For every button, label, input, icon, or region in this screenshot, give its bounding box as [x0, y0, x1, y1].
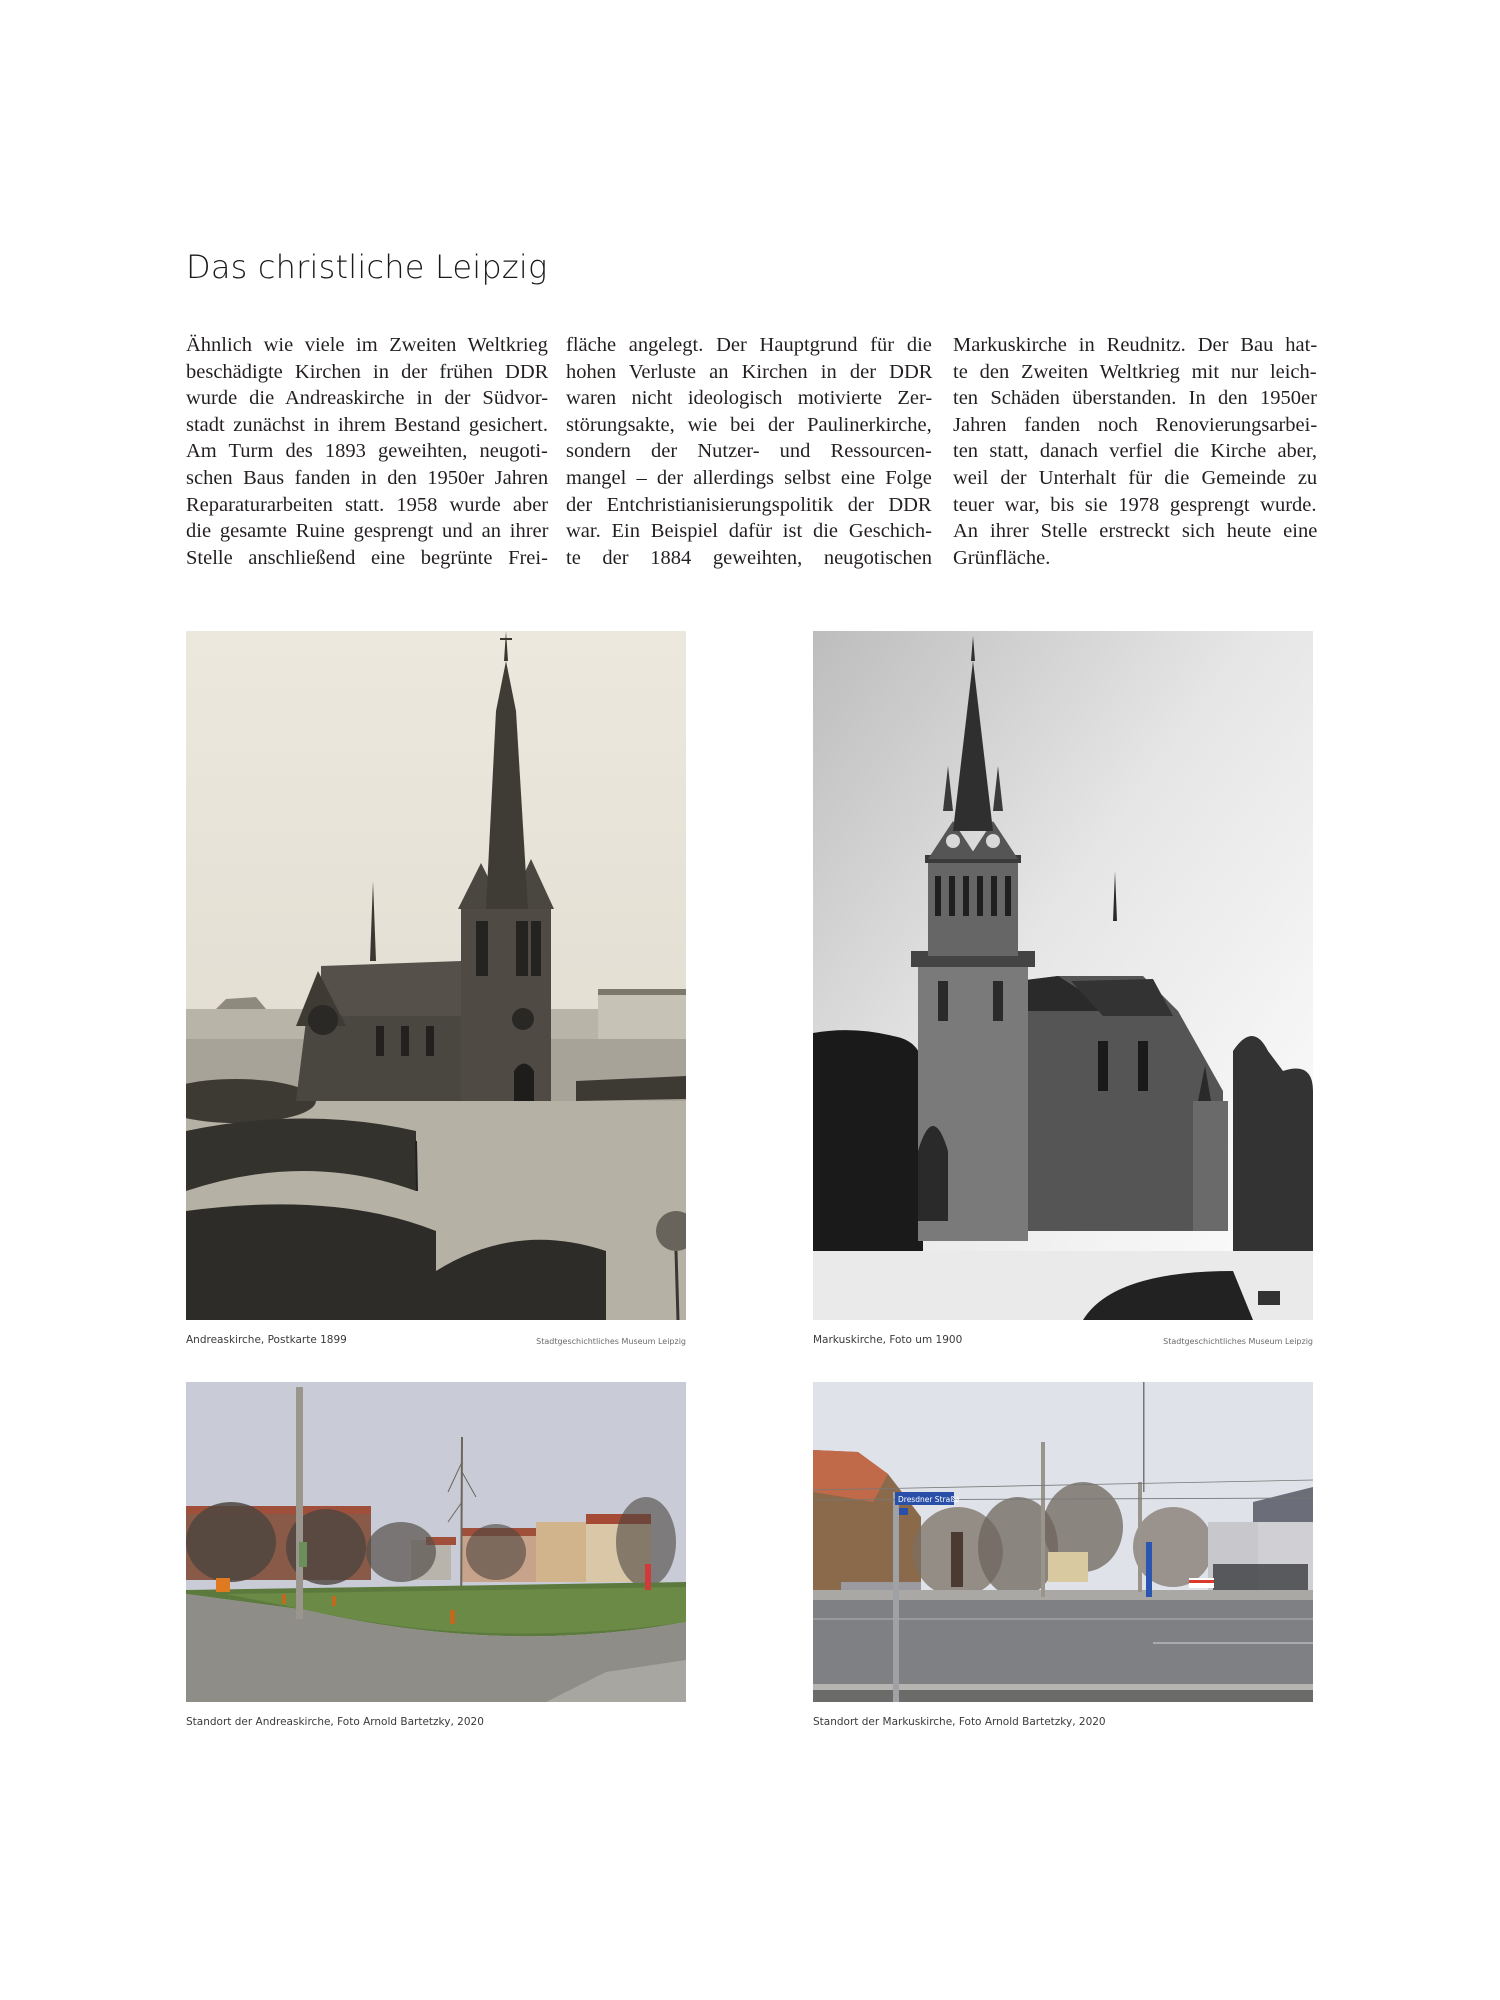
text-line: mangel – der allerdings selbst eine Folge	[566, 466, 932, 489]
text-line: Reparaturarbeiten statt. 1958 wurde aber	[186, 493, 549, 516]
text-line: ten statt, danach verfiel die Kirche aber,	[953, 440, 1318, 463]
credit-photo-1: Stadtgeschichtliches Museum Leipzig	[536, 1337, 686, 1346]
text-line: Jahren fanden noch Renovierungsarbei-	[953, 413, 1318, 436]
caption-photo-3: Standort der Andreaskirche, Foto Arnold Bartetzky, 2020	[186, 1716, 484, 1728]
text-line: sondern der Nutzer- und Ressourcen-	[566, 440, 932, 463]
text-line: fläche angelegt. Der Hauptgrund für die	[566, 334, 932, 356]
caption-photo-2: Markuskirche, Foto um 1900	[813, 1334, 963, 1346]
text-line: An ihrer Stelle erstreckt sich heute eine	[953, 520, 1318, 543]
text-line: schen Baus fanden in den 1950er Jahren	[186, 466, 549, 489]
text-line: störungsakte, wie bei der Paulinerkirche,	[566, 413, 932, 436]
text-column-2	[566, 332, 932, 571]
text-column-1	[186, 332, 548, 571]
text-line: waren nicht ideologisch motivierte Zer-	[566, 387, 933, 410]
text-line: die gesamte Ruine gesprengt und an ihrer	[186, 520, 549, 543]
text-line: wurde die Andreaskirche in der Südvor-	[186, 387, 549, 410]
text-line: weil der Unterhalt für die Gemeinde zu	[953, 466, 1318, 489]
text-line: Ähnlich wie viele im Zweiten Weltkrieg	[186, 334, 548, 356]
text-column-3	[953, 332, 1317, 571]
caption-photo-1: Andreaskirche, Postkarte 1899	[186, 1334, 347, 1346]
text-line: der Entchristianisierungspolitik der DDR	[566, 493, 932, 516]
photo-standort-andreaskirche-2020	[186, 1382, 686, 1702]
text-line: Am Turm des 1893 geweihten, neugoti-	[186, 440, 548, 463]
credit-photo-2: Stadtgeschichtliches Museum Leipzig	[1163, 1337, 1313, 1346]
text-line: teuer war, bis sie 1978 gesprengt wurde.	[953, 493, 1317, 516]
text-line: war. Ein Beispiel dafür ist die Geschich-	[566, 520, 932, 543]
text-line: Grünfläche.	[953, 546, 1051, 569]
street-sign-text: Dresdner Straße	[898, 1495, 960, 1504]
text-line: ten Schäden überstanden. In den 1950er	[953, 387, 1317, 410]
caption-photo-4: Standort der Markuskirche, Foto Arnold Bartetzky, 2020	[813, 1716, 1106, 1728]
photo-standort-markuskirche-2020	[813, 1382, 1313, 1702]
text-line: Stelle anschließend eine begrünte Frei-	[186, 546, 548, 569]
text-line: te den Zweiten Weltkrieg mit nur leich-	[953, 360, 1317, 383]
text-line: stadt zunächst in ihrem Bestand gesichert.	[186, 413, 548, 436]
text-line: Markuskirche in Reudnitz. Der Bau hat-	[953, 334, 1318, 356]
text-line: te der 1884 geweihten, neugotischen	[566, 546, 933, 569]
text-line: hohen Verluste an Kirchen in der DDR	[566, 360, 933, 383]
photo-markuskirche-1900	[813, 631, 1313, 1320]
text-line: beschädigte Kirchen in der frühen DDR	[186, 360, 549, 383]
page-heading: Das christliche Leipzig	[186, 248, 548, 286]
photo-andreaskirche-1899	[186, 631, 686, 1320]
